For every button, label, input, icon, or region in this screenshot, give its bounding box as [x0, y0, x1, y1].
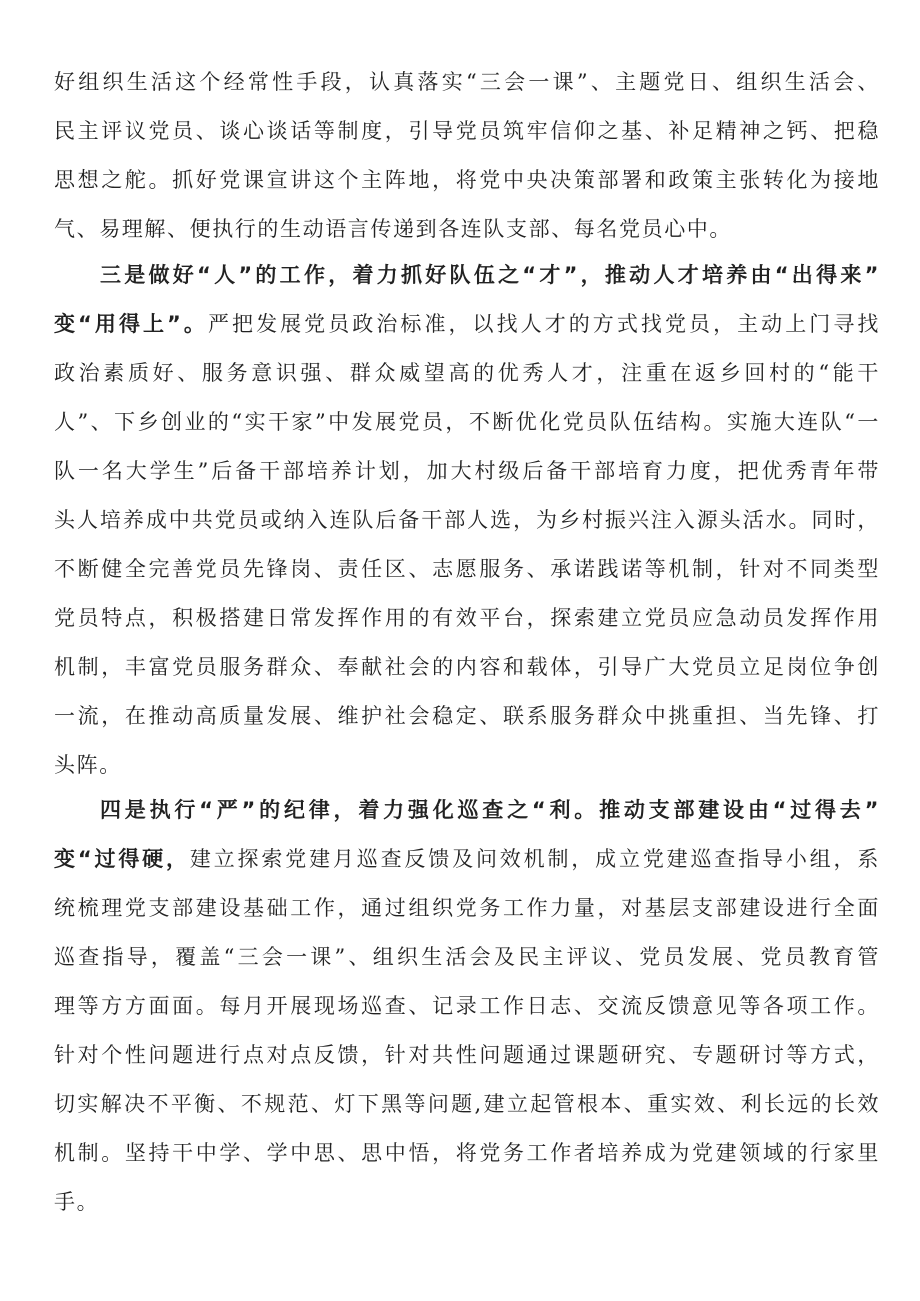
text-line: 机制。坚持干中学、学中思、思中悟，将党务工作者培养成为党建领域的行家里	[54, 1141, 880, 1165]
text-line: 民主评议党员、谈心谈话等制度，引导党员筑牢信仰之基、补足精神之钙、把稳	[54, 119, 880, 143]
text-line: 一流，在推动高质量发展、维护社会稳定、联系服务群众中挑重担、当先锋、打	[54, 704, 880, 728]
bold-heading: 四是执行“严”的纪律，着力强化巡查之“利。推动支部建设由“过得去”	[100, 798, 880, 822]
text-line: 思想之舵。抓好党课宣讲这个主阵地，将党中央决策部署和政策主张转化为接地	[54, 168, 880, 192]
bold-heading: 变“用得上”。	[54, 312, 208, 336]
text-line: 人”、下乡创业的“实干家”中发展党员，不断优化党员队伍结构。实施大连队“一	[54, 410, 880, 434]
text-line: 理等方方面面。每月开展现场巡查、记录工作日志、交流反馈意见等各项工作。	[54, 994, 880, 1018]
paragraph-discipline-inspection	[54, 786, 880, 1227]
text-segment: 严把发展党员政治标准，以找人才的方式找党员，主动上门寻找	[207, 312, 880, 336]
text-line: 气、易理解、便执行的生动语言传递到各连队支部、每名党员心中。	[54, 217, 732, 241]
text-line: 巡查指导，覆盖“三会一课”、组织生活会及民主评议、党员发展、党员教育管	[54, 945, 880, 969]
text-segment: 建立探索党建月巡查反馈及问效机制，成立党建巡查指导小组，系	[189, 847, 880, 871]
text-line: 头阵。	[54, 753, 122, 777]
text-line: 切实解决不平衡、不规范、灯下黑等问题,建立起管根本、重实效、利长远的长效	[54, 1092, 880, 1116]
text-line: 好组织生活这个经常性手段，认真落实“三会一课”、主题党日、组织生活会、	[54, 70, 880, 94]
text-line: 头人培养成中共党员或纳入连队后备干部人选，为乡村振兴注入源头活水。同时，	[54, 508, 880, 532]
text-line	[54, 300, 880, 349]
text-line: 党员特点，积极搭建日常发挥作用的有效平台，探索建立党员应急动员发挥作用	[54, 606, 880, 630]
text-line	[54, 835, 880, 884]
paragraph-organization-life	[54, 58, 880, 254]
text-line: 政治素质好、服务意识强、群众威望高的优秀人才，注重在返乡回村的“能干	[54, 361, 880, 385]
bold-heading: 变“过得硬，	[54, 847, 190, 871]
text-line	[54, 786, 880, 835]
text-line	[54, 251, 880, 300]
text-line: 机制，丰富党员服务群众、奉献社会的内容和载体，引导广大党员立足岗位争创	[54, 655, 880, 679]
bold-heading: 三是做好“人”的工作，着力抓好队伍之“才”，推动人才培养由“出得来”	[100, 263, 880, 287]
text-line: 队一名大学生”后备干部培养计划，加大村级后备干部培育力度，把优秀青年带	[54, 459, 880, 483]
text-line: 统梳理党支部建设基础工作，通过组织党务工作力量，对基层支部建设进行全面	[54, 896, 880, 920]
paragraph-talent-work	[54, 251, 880, 790]
text-line: 手。	[54, 1190, 100, 1214]
text-line: 不断健全完善党员先锋岗、责任区、志愿服务、承诺践诺等机制，针对不同类型	[54, 557, 880, 581]
text-line: 针对个性问题进行点对点反馈，针对共性问题通过课题研究、专题研讨等方式，	[54, 1043, 880, 1067]
